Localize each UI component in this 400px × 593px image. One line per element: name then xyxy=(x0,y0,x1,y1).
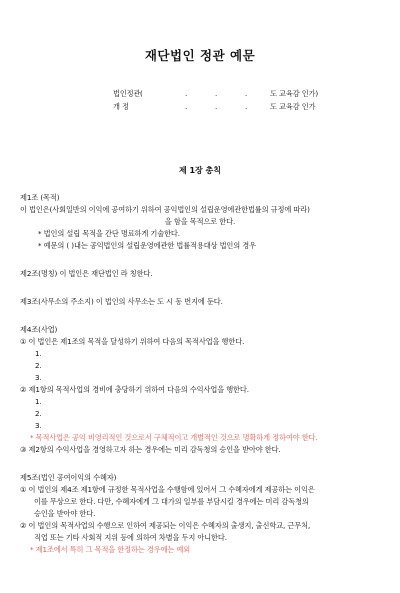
header-row-1-suffix: 도 교육감 인가) xyxy=(270,89,319,98)
header-row-2-label: 개 정 xyxy=(113,102,129,111)
list-item: 1. xyxy=(35,397,42,406)
header-row-1-dot2: . xyxy=(215,89,218,98)
header-row-1-open: ( xyxy=(140,89,143,98)
article-4-para-2: ② 제1항의 목적사업의 경비에 충당하기 위하여 다음의 수익사업을 행한다. xyxy=(20,385,249,394)
list-item: 3. xyxy=(35,421,42,430)
article-5-heading: 제5조(법인 공여이익의 수혜자) xyxy=(20,473,117,482)
header-row-1-dot3: . xyxy=(245,89,248,98)
article-1-heading: 제1조 (목적) xyxy=(20,193,60,202)
header-row-2-dot3: . xyxy=(245,102,248,111)
header-row-2-dot1: . xyxy=(185,102,188,111)
article-4-para-3: ③ 제2항의 수익사업을 경영하고자 하는 경우에는 미리 감독청의 승인을 받아야 한다. xyxy=(20,445,281,454)
article-5-para-1-cont: 승인을 받아야 한다. xyxy=(34,509,96,518)
header-row-1-dot1: . xyxy=(185,89,188,98)
article-5-para-2-cont: 직업 또는 기타 사회적 지위 등에 의하여 차별을 두지 아니한다. xyxy=(34,533,227,542)
document-title: 재단법인 정관 예문 xyxy=(144,48,256,63)
list-item: 3. xyxy=(35,373,42,382)
list-item: 2. xyxy=(35,409,42,418)
article-5-para-1-cont: 이를 무상으로 한다. 다만, 수혜자에게 그 대가의 일부를 부담시킬 경우에는 미리 감독청의 xyxy=(34,497,309,506)
header-row-2-suffix: 도 교육감 인가 xyxy=(270,102,316,111)
article-5-note: * 제1조에서 특히 그 목적을 한정하는 경우에는 예외 xyxy=(30,545,191,554)
chapter-heading: 제 1장 총칙 xyxy=(178,166,222,175)
list-item: 2. xyxy=(35,361,42,370)
article-2-text: 제2조(명칭) 이 법인은 재단법인 라 칭한다. xyxy=(20,269,153,278)
list-item: 1. xyxy=(35,349,42,358)
header-row-2-dot2: . xyxy=(215,102,218,111)
article-1-note-2: * 예문의 ( )내는 공익법인의 설립운영에관한 법률적용대상 법인의 경우 xyxy=(38,241,256,250)
article-1-text: 이 법인은(사회일반의 이익에 공여하기 위하여 공익법인의 설립운영에관한법률의 규정에 따라) xyxy=(20,205,310,214)
header-row-1-label: 법인정관 xyxy=(113,89,141,98)
article-1-text-cont: 을 함을 목적으로 한다. xyxy=(164,217,236,226)
article-5-para-1: ① 이 법인의 제4조 제1항에 규정한 목적사업을 수행함에 있어서 그 수혜자에게 제공하는 이익은 xyxy=(20,485,315,494)
article-4-heading: 제4조(사업) xyxy=(20,325,58,334)
article-1-note-1: * 법인의 설립 목적을 간단 명료하게 기술한다. xyxy=(38,229,180,238)
article-3-text: 제3조(사무소의 주소지) 이 법인의 사무소는 도 시 동 번지에 둔다. xyxy=(20,297,223,306)
article-5-para-2: ② 이 법인의 목적사업의 수행으로 인하여 제공되는 이익은 수혜자의 출생지, 출신학교, 근무처, xyxy=(20,521,311,530)
article-4-note: * 목적사업은 공익 비영리적인 것으로서 구체적이고 개별적인 것으로 명확하게 정하여야 한다. xyxy=(30,433,318,442)
article-4-para-1: ① 이 법인은 제1조의 목적을 달성하기 위하여 다음의 목적사업을 행한다. xyxy=(20,337,245,346)
